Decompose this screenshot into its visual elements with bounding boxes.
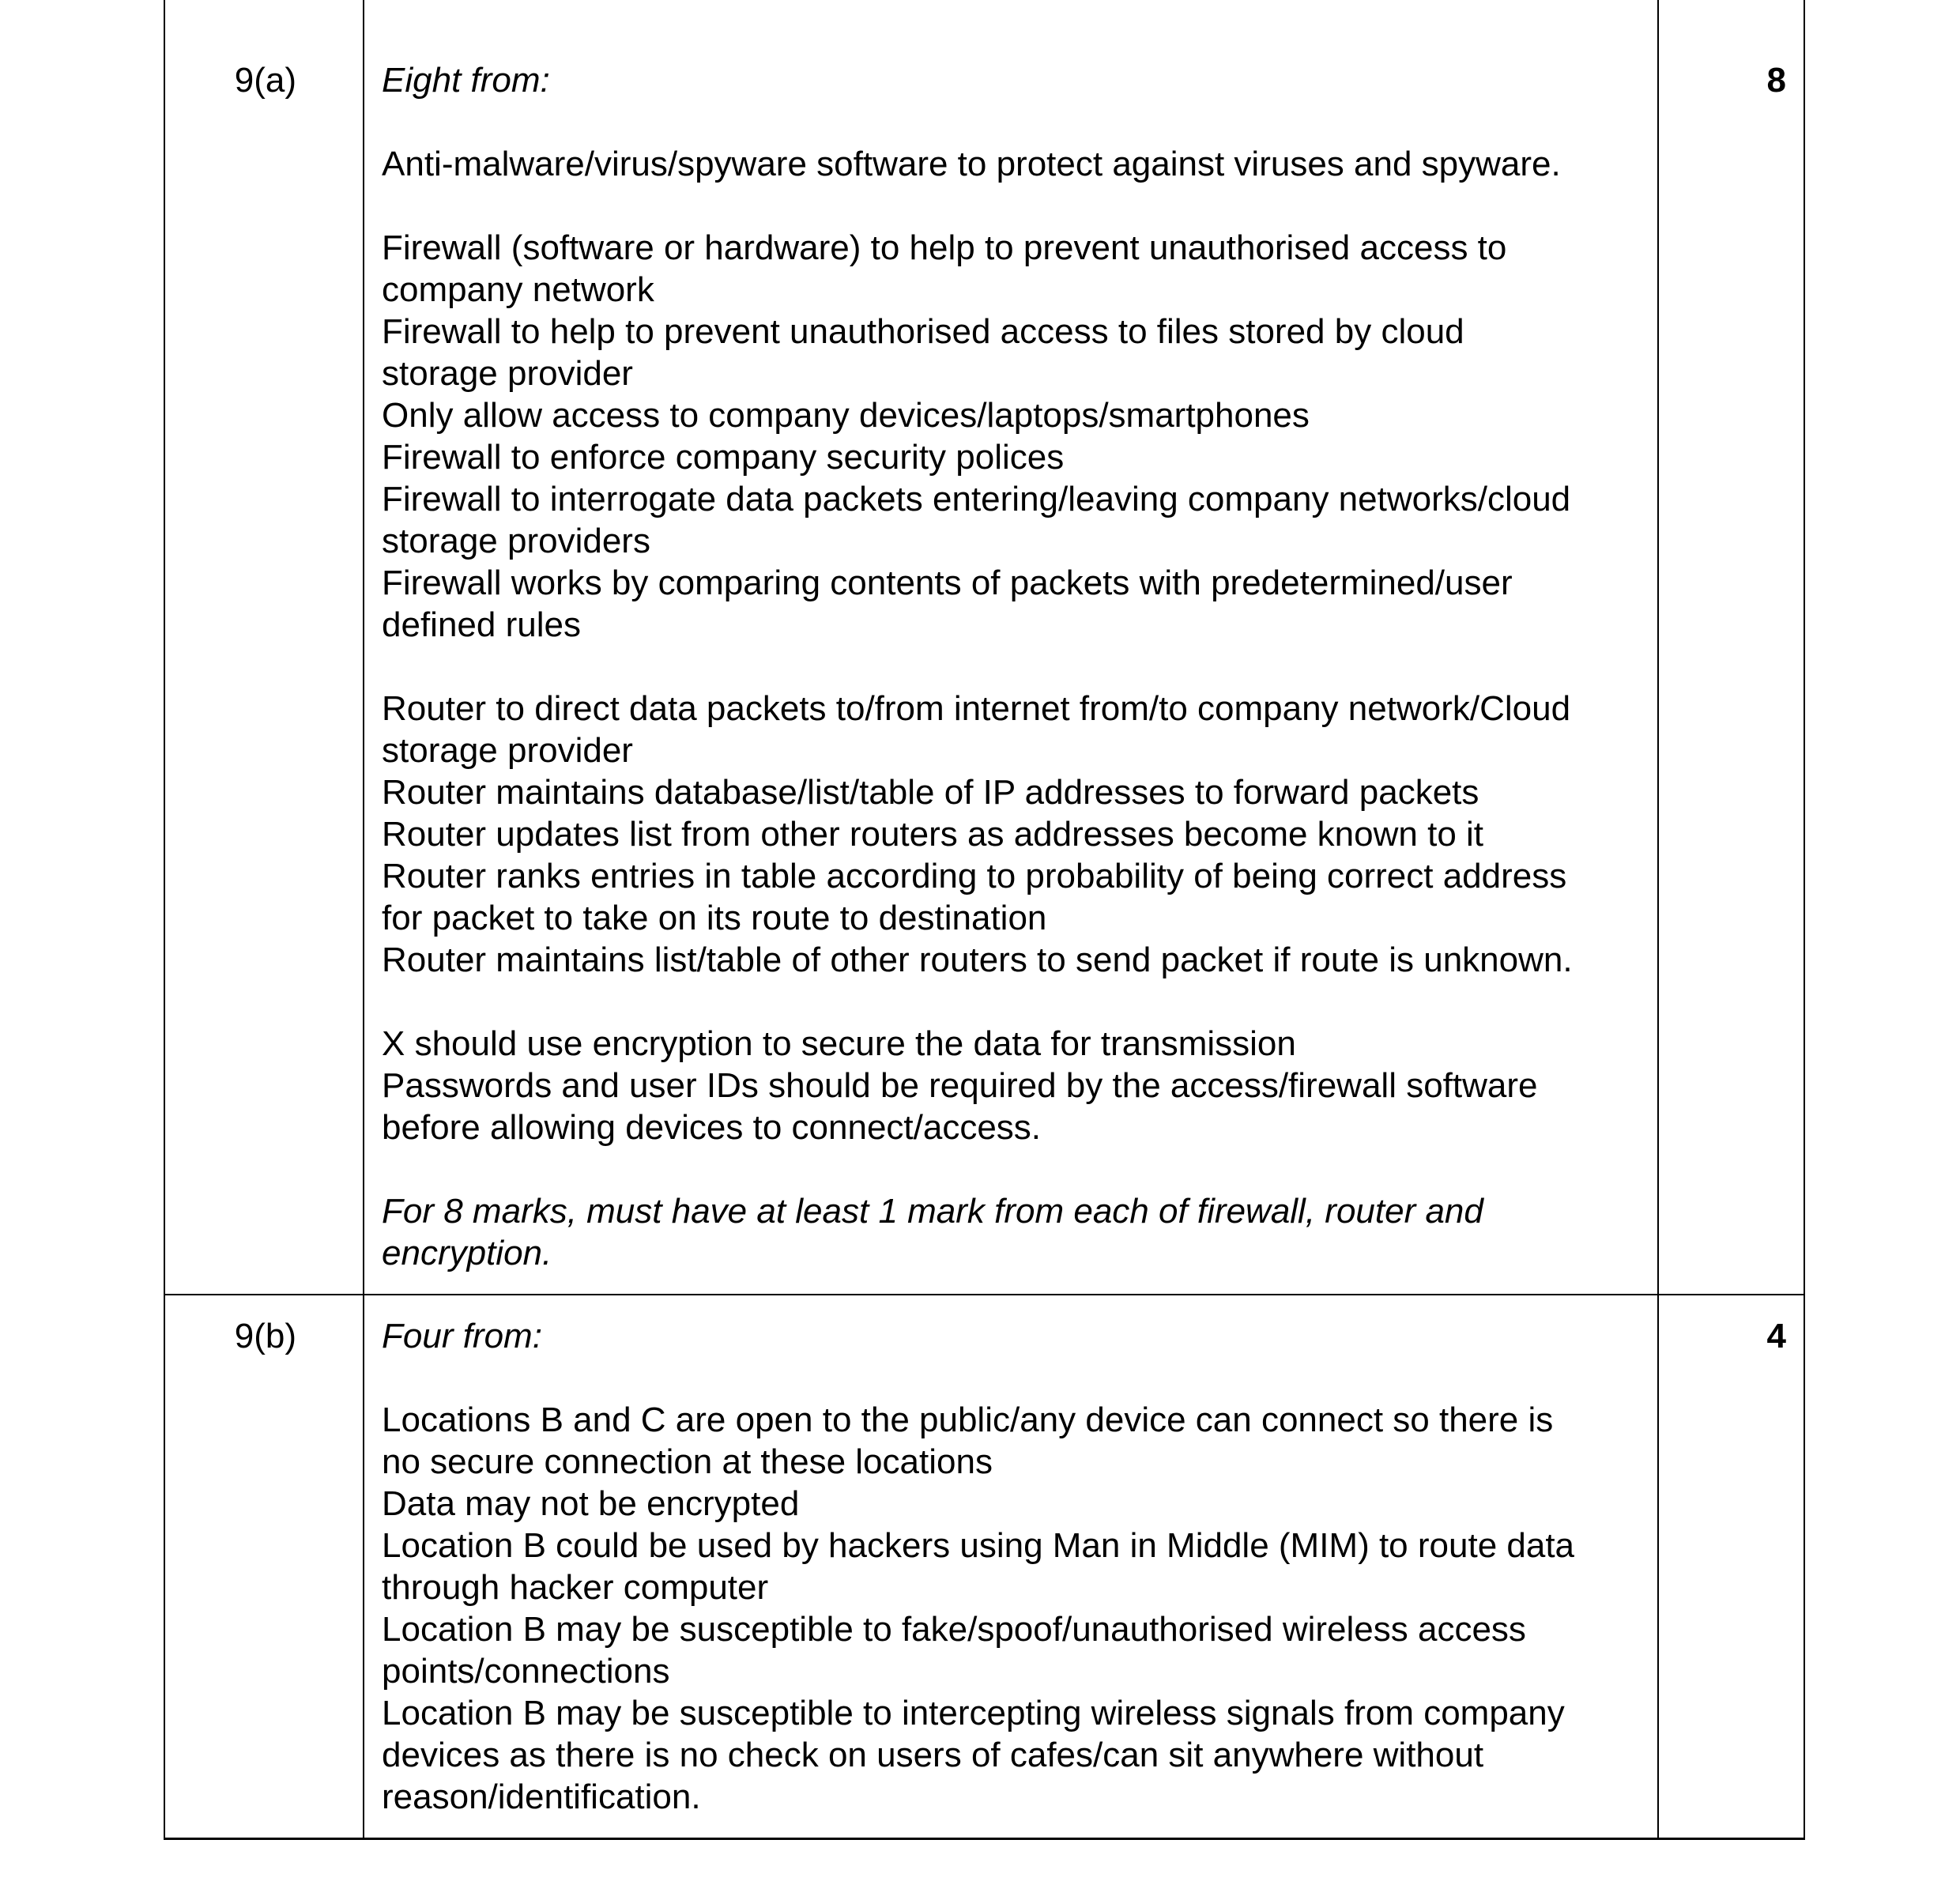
answer-line: Locations B and C are open to the public/any device can connect so there is xyxy=(382,1401,1554,1439)
answer-line: Router to direct data packets to/from internet from/to company network/Cloud xyxy=(382,689,1571,728)
blank-line xyxy=(382,646,1649,688)
answer-line: Location B may be susceptible to intercepting wireless signals from company xyxy=(382,1694,1565,1732)
answer-line: Firewall to help to prevent unauthorised access to files stored by cloud xyxy=(382,312,1464,351)
answer-line: Four from: xyxy=(382,1317,542,1355)
answer-line: Firewall to enforce company security polices xyxy=(382,438,1065,477)
answer-line: points/connections xyxy=(382,1652,670,1691)
answer-line: For 8 marks, must have at least 1 mark from each of firewall, router and xyxy=(382,1192,1483,1231)
answer-cell xyxy=(364,0,1658,1295)
question-row-9b xyxy=(164,1295,1804,1839)
answer-line: for packet to take on its route to destination xyxy=(382,899,1047,937)
answer-line: Firewall works by comparing contents of packets with predetermined/user xyxy=(382,564,1513,602)
answer-line: Location B may be susceptible to fake/spoof/unauthorised wireless access xyxy=(382,1610,1526,1649)
answer-line: defined rules xyxy=(382,605,581,644)
answer-line: devices as there is no check on users of cafes/can sit anywhere without xyxy=(382,1736,1484,1774)
answer-line: company network xyxy=(382,270,654,309)
answer-line: before allowing devices to connect/access. xyxy=(382,1108,1042,1147)
question-row-9a xyxy=(164,0,1804,1295)
blank-line xyxy=(382,1148,1649,1190)
answer-line: Firewall (software or hardware) to help to prevent unauthorised access to xyxy=(382,228,1507,267)
answer-line: Router updates list from other routers as addresses become known to it xyxy=(382,815,1484,854)
answer-line: Anti-malware/virus/spyware software to protect against viruses and spyware. xyxy=(382,145,1561,183)
answer-line: storage provider xyxy=(382,731,633,770)
answer-lines xyxy=(382,1315,1649,1818)
answer-line: Passwords and user IDs should be required by the access/firewall software xyxy=(382,1066,1538,1105)
answer-line: reason/identification. xyxy=(382,1778,701,1816)
answer-line: storage providers xyxy=(382,522,650,560)
question-number: 9(a) xyxy=(164,0,364,1295)
answer-line: Firewall to interrogate data packets entering/leaving company networks/cloud xyxy=(382,480,1571,518)
blank-line xyxy=(382,101,1649,143)
answer-line: Router maintains list/table of other routers to send packet if route is unknown. xyxy=(382,941,1573,979)
answer-line: Location B could be used by hackers using Man in Middle (MIM) to route data xyxy=(382,1526,1575,1565)
answer-line: Router ranks entries in table according to probability of being correct address xyxy=(382,857,1567,895)
answer-cell xyxy=(364,1295,1658,1839)
answer-line: through hacker computer xyxy=(382,1568,769,1607)
answer-line: Eight from: xyxy=(382,61,550,100)
marks-cell: 4 xyxy=(1658,1295,1804,1839)
answer-line: storage provider xyxy=(382,354,633,393)
question-number: 9(b) xyxy=(164,1295,364,1839)
answer-line: Only allow access to company devices/laptops/smartphones xyxy=(382,396,1310,435)
mark-scheme-table xyxy=(164,0,1805,1840)
answer-line: Router maintains database/list/table of IP addresses to forward packets xyxy=(382,773,1479,812)
answer-line: no secure connection at these locations xyxy=(382,1442,993,1481)
marks-cell: 8 xyxy=(1658,0,1804,1295)
answer-line: X should use encryption to secure the data for transmission xyxy=(382,1024,1296,1063)
blank-line xyxy=(382,981,1649,1023)
blank-line xyxy=(382,1357,1649,1399)
answer-line: Data may not be encrypted xyxy=(382,1484,800,1523)
answer-line: encryption. xyxy=(382,1234,552,1272)
blank-line xyxy=(382,185,1649,227)
answer-lines xyxy=(382,59,1649,1274)
